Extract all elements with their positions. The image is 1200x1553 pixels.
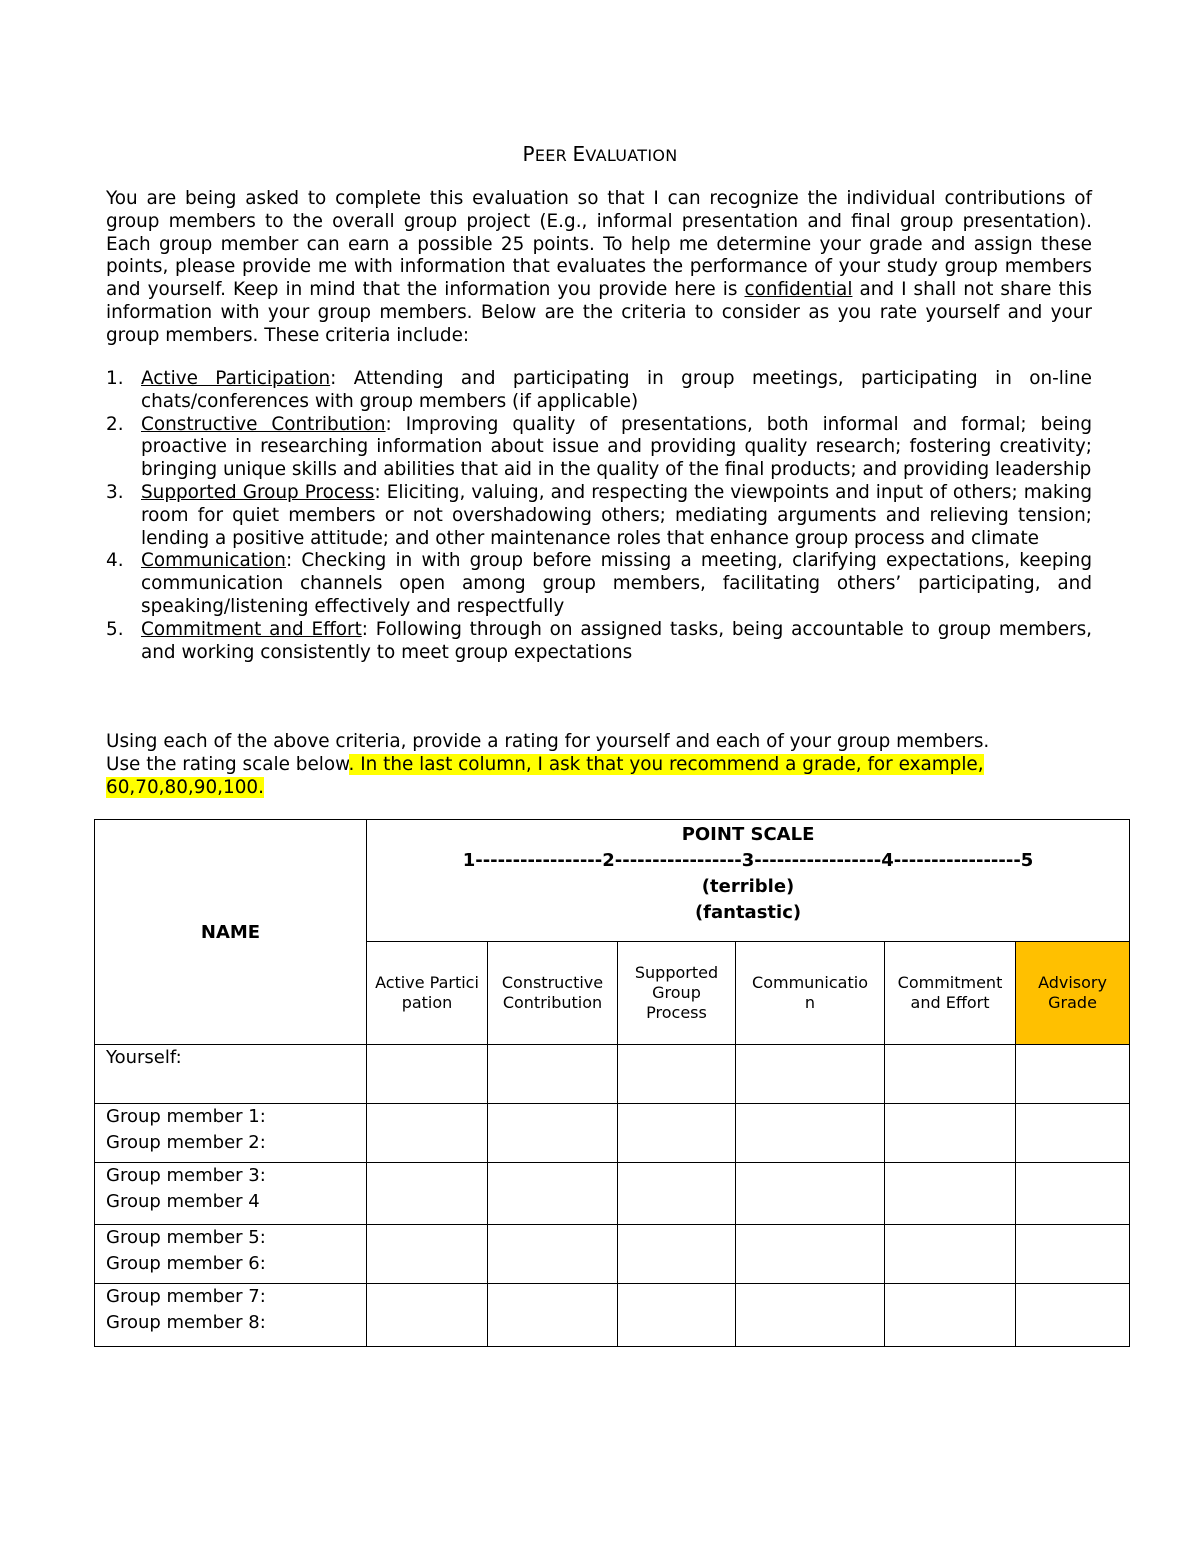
rating-cell[interactable] — [736, 1045, 885, 1104]
rating-cell[interactable] — [885, 1104, 1016, 1163]
scale-line: 1-----------------2-----------------3-----------------4-----------------5 — [462, 850, 1034, 871]
col-active-participation: Active Participation — [367, 942, 488, 1045]
rating-cell[interactable] — [367, 1045, 488, 1104]
rating-cell[interactable] — [736, 1104, 885, 1163]
grade-cell[interactable] — [1016, 1225, 1130, 1284]
col-advisory-grade: Advisory Grade — [1016, 942, 1130, 1045]
row-label-members-1-2: Group member 1: Group member 2: — [95, 1104, 367, 1163]
rating-cell[interactable] — [885, 1225, 1016, 1284]
rating-cell[interactable] — [618, 1045, 736, 1104]
rating-cell[interactable] — [488, 1284, 618, 1347]
criterion-communication: 4. Communication: Checking in with group before missing a meeting, clarifying expectations, keeping communication channels open among group members, facilitating others’ participating, and speaking/listening effectively and respectfully — [106, 550, 1092, 617]
rating-instructions: Using each of the above criteria, provide a rating for yourself and each of your group members. Use the rating scale below. In the last column, I ask that you recommend a grade, for example, 60,70,80,90,100. — [106, 731, 990, 798]
rating-cell[interactable] — [618, 1284, 736, 1347]
rating-cell[interactable] — [885, 1284, 1016, 1347]
rating-cell[interactable] — [618, 1225, 736, 1284]
rating-cell[interactable] — [488, 1104, 618, 1163]
row-label-members-7-8: Group member 7: Group member 8: — [95, 1284, 367, 1347]
confidential-underlined: confidential — [744, 279, 853, 301]
rating-cell[interactable] — [367, 1104, 488, 1163]
row-label-yourself: Yourself: — [95, 1045, 367, 1104]
criteria-list — [106, 368, 1092, 664]
grade-cell[interactable] — [1016, 1284, 1130, 1347]
col-commitment-effort: Commitment and Effort — [885, 942, 1016, 1045]
rating-cell[interactable] — [488, 1163, 618, 1225]
rating-cell[interactable] — [736, 1163, 885, 1225]
highlighted-instruction: . In the last column, I ask that you recommend a grade, for example, 60,70,80,90,100. — [106, 753, 984, 798]
rating-cell[interactable] — [736, 1284, 885, 1347]
criterion-commitment-effort: 5. Commitment and Effort: Following through on assigned tasks, being accountable to group members, and working consistently to meet group expectations — [106, 618, 1092, 663]
grade-cell[interactable] — [1016, 1104, 1130, 1163]
rating-cell[interactable] — [618, 1163, 736, 1225]
rating-cell[interactable] — [367, 1163, 488, 1225]
row-label-members-5-6: Group member 5: Group member 6: — [95, 1225, 367, 1284]
col-constructive-contribution: Constructive Contribution — [488, 942, 618, 1045]
page-title: PEER EVALUATION — [522, 142, 678, 166]
row-label-members-3-4: Group member 3: Group member 4 — [95, 1163, 367, 1225]
criterion-active-participation: 1. Active Participation: Attending and participating in group meetings, participating in on-line chats/conferences with group members (if applicable) — [106, 368, 1093, 412]
criterion-constructive-contribution: 2. Constructive Contribution: Improving quality of presentations, both informal and formal; being proactive in researching information about issue and providing quality research; fostering creativity; bringing unique skills and abilities that aid in the quality of the final products; and providing leadership — [106, 413, 1092, 481]
rating-cell[interactable] — [736, 1225, 885, 1284]
rating-cell[interactable] — [367, 1225, 488, 1284]
rating-cell[interactable] — [618, 1104, 736, 1163]
col-communication: Communication — [736, 942, 885, 1045]
criterion-supported-group-process: 3. Supported Group Process: Eliciting, valuing, and respecting the viewpoints and input of others; making room for quiet members or not overshadowing others; mediating arguments and relieving tension; lending a positive attitude; and other maintenance roles that enhance group process and climate — [106, 481, 1092, 549]
evaluation-table — [94, 819, 1130, 1347]
rating-cell[interactable] — [885, 1045, 1016, 1104]
grade-cell[interactable] — [1016, 1163, 1130, 1225]
rating-cell[interactable] — [488, 1045, 618, 1104]
rating-cell[interactable] — [367, 1284, 488, 1347]
intro-paragraph: You are being asked to complete this evaluation so that I can recognize the individual contributions of group members to the overall group project (E.g., informal presentation and final group presentation). Each group member can earn a possible 25 points. To help me determine your grade and assign these points, please provide me with information that evaluates the performance of your study group members and yourself. Keep in mind that the information you provide here is confidential and I shall not share this information with your group members. Below are the criteria to consider as you rate yourself and your group members. These criteria include: — [106, 188, 1092, 346]
col-supported-group-process: Supported Group Process — [618, 942, 736, 1045]
rating-cell[interactable] — [488, 1225, 618, 1284]
name-header: NAME — [95, 820, 367, 1045]
grade-cell[interactable] — [1016, 1045, 1130, 1104]
point-scale-header: POINT SCALE 1-----------------2-----------------3-----------------4-----------------5 (terrible) (fantastic) — [367, 820, 1130, 942]
rating-cell[interactable] — [885, 1163, 1016, 1225]
